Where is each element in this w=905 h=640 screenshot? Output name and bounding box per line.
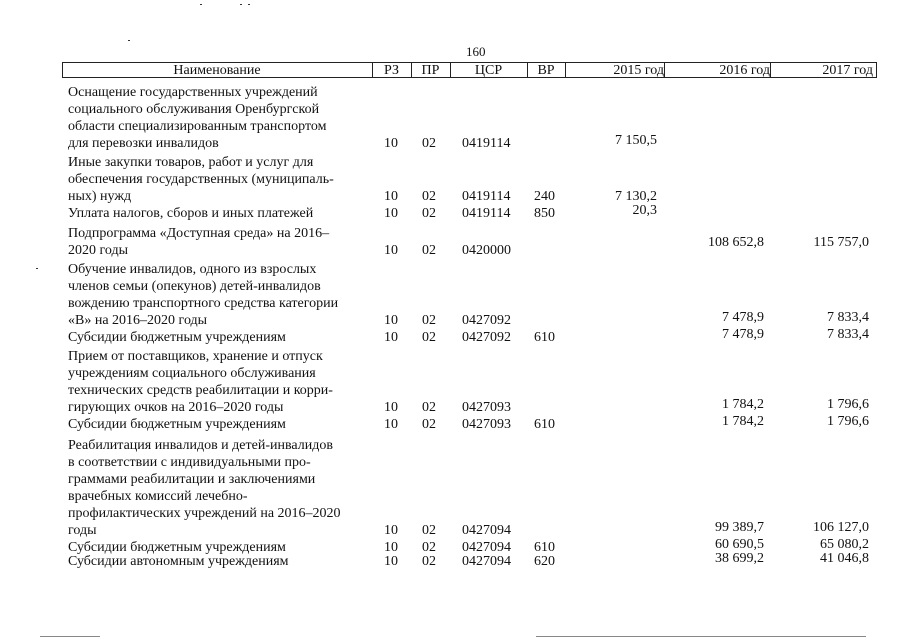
row-csr: 0419114	[462, 136, 511, 151]
row-name: Обучение инвалидов, одного из взрослых членов семьи (опекунов) детей-инвалидов вождению транспортного средства категории «В» на 2016–2020 годы	[68, 262, 339, 328]
row-2017: 1 796,6	[827, 397, 869, 412]
scan-speck	[200, 4, 202, 5]
row-rz: 10	[384, 554, 398, 569]
row-rz: 10	[384, 400, 398, 415]
row-2015: 7 130,2	[615, 189, 657, 204]
page-number: 160	[466, 44, 486, 59]
row-rz: 10	[384, 189, 398, 204]
header-name: Наименование	[173, 63, 261, 78]
table-row	[0, 433, 905, 539]
row-vr: 610	[534, 417, 555, 432]
scan-speck	[240, 4, 242, 5]
row-2017: 1 796,6	[827, 414, 869, 429]
row-name: Прием от поставщиков, хранение и отпуск учреждениям социального обслуживания технических средств реабилитации и корри- гирующих очков на 2016–2020 годы	[68, 349, 333, 415]
row-csr: 0419114	[462, 189, 511, 204]
row-rz: 10	[384, 313, 398, 328]
row-vr: 610	[534, 540, 555, 555]
row-2016: 1 784,2	[722, 397, 764, 412]
row-name: Реабилитация инвалидов и детей-инвалидов в соответствии с индивидуальными про- граммами реабилитации и заключениями врачебных комиссий лечебно- профилактических учреждений на 2016–2020 годы	[68, 438, 341, 538]
scan-speck	[128, 40, 130, 41]
row-name: Уплата налогов, сборов и иных платежей	[68, 206, 314, 221]
row-rz: 10	[384, 243, 398, 258]
row-pr: 02	[422, 189, 436, 204]
table-row	[0, 259, 905, 329]
row-pr: 02	[422, 417, 436, 432]
row-pr: 02	[422, 554, 436, 569]
row-rz: 10	[384, 523, 398, 538]
header-pr: ПР	[421, 63, 440, 78]
scan-edge-line	[40, 636, 100, 637]
row-csr: 0427093	[462, 400, 511, 415]
header-2017: 2017 год	[822, 63, 873, 78]
row-name: Субсидии бюджетным учреждениям	[68, 417, 286, 432]
row-rz: 10	[384, 417, 398, 432]
row-2015: 20,3	[632, 203, 657, 218]
row-name: Субсидии бюджетным учреждениям	[68, 540, 286, 555]
row-pr: 02	[422, 313, 436, 328]
row-2016: 99 389,7	[715, 520, 764, 535]
row-pr: 02	[422, 136, 436, 151]
row-name: Субсидии бюджетным учреждениям	[68, 330, 286, 345]
row-rz: 10	[384, 540, 398, 555]
row-name: Подпрограмма «Доступная среда» на 2016– 2020 годы	[68, 226, 330, 258]
row-rz: 10	[384, 330, 398, 345]
row-csr: 0419114	[462, 206, 511, 221]
row-rz: 10	[384, 206, 398, 221]
row-vr: 610	[534, 330, 555, 345]
scan-speck	[248, 4, 250, 5]
row-2017: 65 080,2	[820, 537, 869, 552]
row-pr: 02	[422, 400, 436, 415]
row-rz: 10	[384, 136, 398, 151]
row-pr: 02	[422, 540, 436, 555]
row-name: Субсидии автономным учреждениям	[68, 554, 289, 569]
row-pr: 02	[422, 243, 436, 258]
scan-edge-line	[536, 636, 866, 637]
table-row	[0, 82, 905, 152]
row-name: Иные закупки товаров, работ и услуг для обеспечения государственных (муниципаль- ных) нужд	[68, 155, 334, 204]
row-pr: 02	[422, 523, 436, 538]
table-row	[0, 152, 905, 205]
row-2016: 60 690,5	[715, 537, 764, 552]
row-name: Оснащение государственных учреждений социального обслуживания Оренбургской области специализированным транспортом для перевозки инвалидов	[68, 85, 327, 151]
header-rz: РЗ	[384, 63, 399, 78]
row-2017: 41 046,8	[820, 551, 869, 566]
table-row	[0, 223, 905, 259]
row-csr: 0427094	[462, 554, 511, 569]
row-vr: 620	[534, 554, 555, 569]
row-csr: 0427094	[462, 540, 511, 555]
row-vr: 850	[534, 206, 555, 221]
header-2015: 2015 год	[613, 63, 664, 78]
row-2016: 1 784,2	[722, 414, 764, 429]
row-csr: 0427093	[462, 417, 511, 432]
header-2016: 2016 год	[719, 63, 770, 78]
row-2017: 7 833,4	[827, 310, 869, 325]
row-2016: 7 478,9	[722, 310, 764, 325]
row-pr: 02	[422, 330, 436, 345]
row-csr: 0427092	[462, 330, 511, 345]
row-2017: 7 833,4	[827, 327, 869, 342]
table-row	[0, 329, 905, 346]
header-csr: ЦСР	[474, 63, 503, 78]
table-row	[0, 346, 905, 416]
row-vr: 240	[534, 189, 555, 204]
row-2016: 38 699,2	[715, 551, 764, 566]
row-csr: 0427092	[462, 313, 511, 328]
table-row	[0, 553, 905, 570]
header-vr: ВР	[537, 63, 555, 78]
table-row	[0, 205, 905, 222]
row-2017: 115 757,0	[813, 235, 869, 250]
row-pr: 02	[422, 206, 436, 221]
table-row	[0, 416, 905, 433]
row-csr: 0427094	[462, 523, 511, 538]
row-2016: 108 652,8	[708, 235, 764, 250]
row-csr: 0420000	[462, 243, 511, 258]
row-2015: 7 150,5	[615, 133, 657, 148]
row-2017: 106 127,0	[813, 520, 869, 535]
row-2016: 7 478,9	[722, 327, 764, 342]
